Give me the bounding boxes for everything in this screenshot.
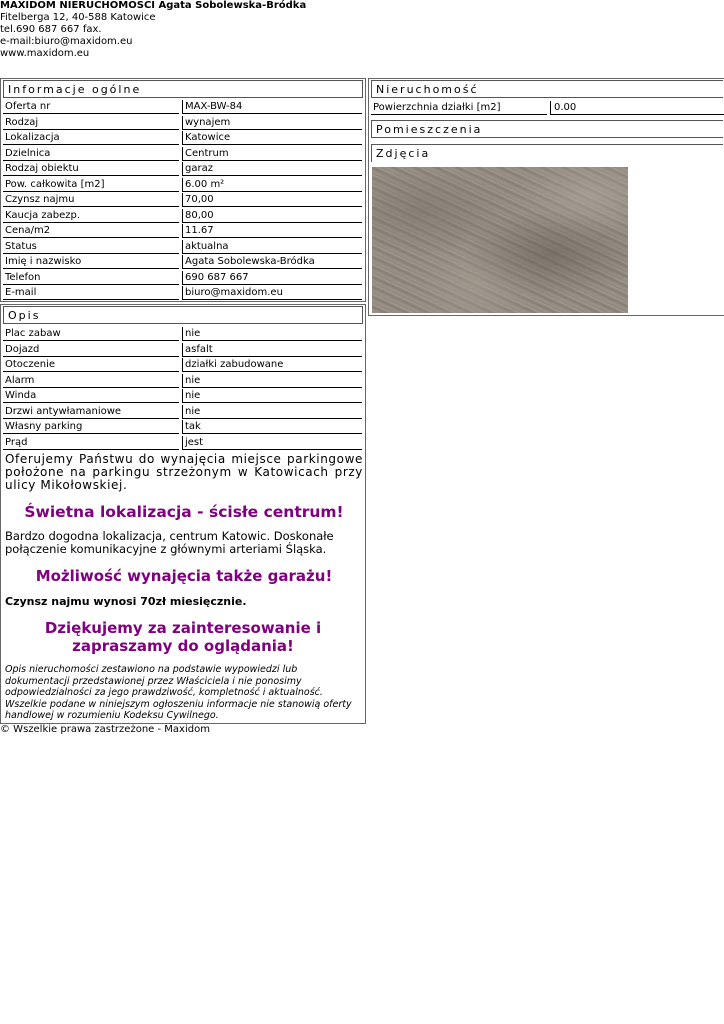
row-label: Pow. całkowita [m2] (3, 178, 179, 192)
description-paragraph-1: Oferujemy Państwu do wynajęcia miejsce parkingowe położone na parkingu strzeżonym w Katowicach przy ulicy Mikołowskiej. (5, 452, 363, 492)
row-label: E-mail (3, 286, 179, 300)
row-label: Własny parking (3, 420, 179, 434)
property-value: 0.00 (550, 101, 724, 115)
row-label: Drzwi antywłamaniowe (3, 405, 179, 419)
row-label: Imię i nazwisko (3, 255, 179, 269)
info-row (1, 131, 365, 145)
row-value: nie (182, 405, 362, 419)
row-value: 70,00 (182, 193, 362, 207)
row-label: Plac zabaw (3, 327, 179, 341)
footer-copyright: © Wszelkie prawa zastrzeżone - Maxidom (0, 724, 210, 735)
info-row (1, 116, 365, 130)
row-label: Kaucja zabezp. (3, 209, 179, 223)
property-label: Powierzchnia działki [m2] (371, 101, 547, 115)
row-label: Status (3, 240, 179, 254)
property-row-plot-area (369, 101, 724, 115)
info-row (1, 255, 365, 269)
section-title-photos: Zdjęcia (371, 144, 723, 162)
description-heading-1: Świetna lokalizacja - ścisłe centrum! (24, 503, 344, 521)
company-phone: tel.690 687 667 fax. (0, 24, 102, 35)
info-row (1, 271, 365, 285)
section-title-general: Informacje ogólne (3, 80, 363, 98)
row-value: działki zabudowane (182, 358, 362, 372)
company-header (0, 0, 306, 60)
row-value: MAX-BW-84 (182, 100, 362, 114)
row-label: Prąd (3, 436, 179, 450)
description-paragraph-3: Czynsz najmu wynosi 70zł miesięcznie. (5, 595, 247, 608)
disclaimer-note: Opis nieruchomości zestawiono na podstawie wypowiedzi lub dokumentacji przedstawionej przez Właściciela i nie ponosimy odpowiedzialności za jego prawdziwość, kompletność i aktualność. Wszelkie podane w niniejszym ogłoszeniu informacje nie stanowią oferty handlowej w rozumieniu Kodeksu Cywilnego. (5, 664, 352, 721)
info-row (1, 240, 365, 254)
row-value: jest (182, 436, 362, 450)
row-label: Rodzaj (3, 116, 179, 130)
info-row (1, 193, 365, 207)
info-row (1, 147, 365, 161)
row-value: Katowice (182, 131, 362, 145)
row-label: Czynsz najmu (3, 193, 179, 207)
info-row (1, 209, 365, 223)
row-value: aktualna (182, 240, 362, 254)
description-panel (0, 304, 366, 724)
info-row (1, 374, 365, 388)
row-label: Cena/m2 (3, 224, 179, 238)
row-value: tak (182, 420, 362, 434)
info-row (1, 224, 365, 238)
info-row (1, 389, 365, 403)
company-www: www.maxidom.eu (0, 48, 90, 59)
row-value: wynajem (182, 116, 362, 130)
info-row (1, 162, 365, 176)
property-photo[interactable] (372, 167, 628, 313)
row-value: nie (182, 374, 362, 388)
info-row (1, 100, 365, 114)
row-label: Lokalizacja (3, 131, 179, 145)
row-value: 690 687 667 (182, 271, 362, 285)
row-value: Centrum (182, 147, 362, 161)
section-title-rooms: Pomieszczenia (371, 120, 723, 138)
row-value: asfalt (182, 343, 362, 357)
description-heading-2: Możliwość wynajęcia także garażu! (35, 567, 333, 585)
row-label: Dojazd (3, 343, 179, 357)
row-value: 80,00 (182, 209, 362, 223)
general-info-panel (0, 78, 366, 302)
description-paragraph-2: Bardzo dogodna lokalizacja, centrum Katowic. Doskonałe połączenie komunikacyjne z głównymi arteriami Śląska. (5, 529, 334, 556)
info-row (1, 343, 365, 357)
row-value: nie (182, 327, 362, 341)
description-heading-3: Dziękujemy za zainteresowanie i zapraszamy do oglądania! (44, 619, 322, 655)
info-row (1, 286, 365, 300)
row-label: Rodzaj obiektu (3, 162, 179, 176)
info-row (1, 178, 365, 192)
row-label: Otoczenie (3, 358, 179, 372)
row-value: 6.00 m² (182, 178, 362, 192)
info-row (1, 420, 365, 434)
info-row (1, 358, 365, 372)
row-label: Oferta nr (3, 100, 179, 114)
row-value: biuro@maxidom.eu (182, 286, 362, 300)
section-title-description: Opis (3, 306, 363, 324)
info-row (1, 327, 365, 341)
row-value: garaz (182, 162, 362, 176)
info-row (1, 436, 365, 450)
row-value: 11.67 (182, 224, 362, 238)
section-title-property: Nieruchomość (371, 80, 723, 98)
row-value: Agata Sobolewska-Bródka (182, 255, 362, 269)
info-row (1, 405, 365, 419)
company-name: MAXIDOM NIERUCHOMOŚCI Agata Sobolewska-Bródka (0, 0, 307, 11)
row-label: Winda (3, 389, 179, 403)
row-label: Alarm (3, 374, 179, 388)
company-email: e-mail:biuro@maxidom.eu (0, 36, 133, 47)
company-address: Fitelberga 12, 40-588 Katowice (0, 12, 156, 23)
row-value: nie (182, 389, 362, 403)
row-label: Dzielnica (3, 147, 179, 161)
row-label: Telefon (3, 271, 179, 285)
